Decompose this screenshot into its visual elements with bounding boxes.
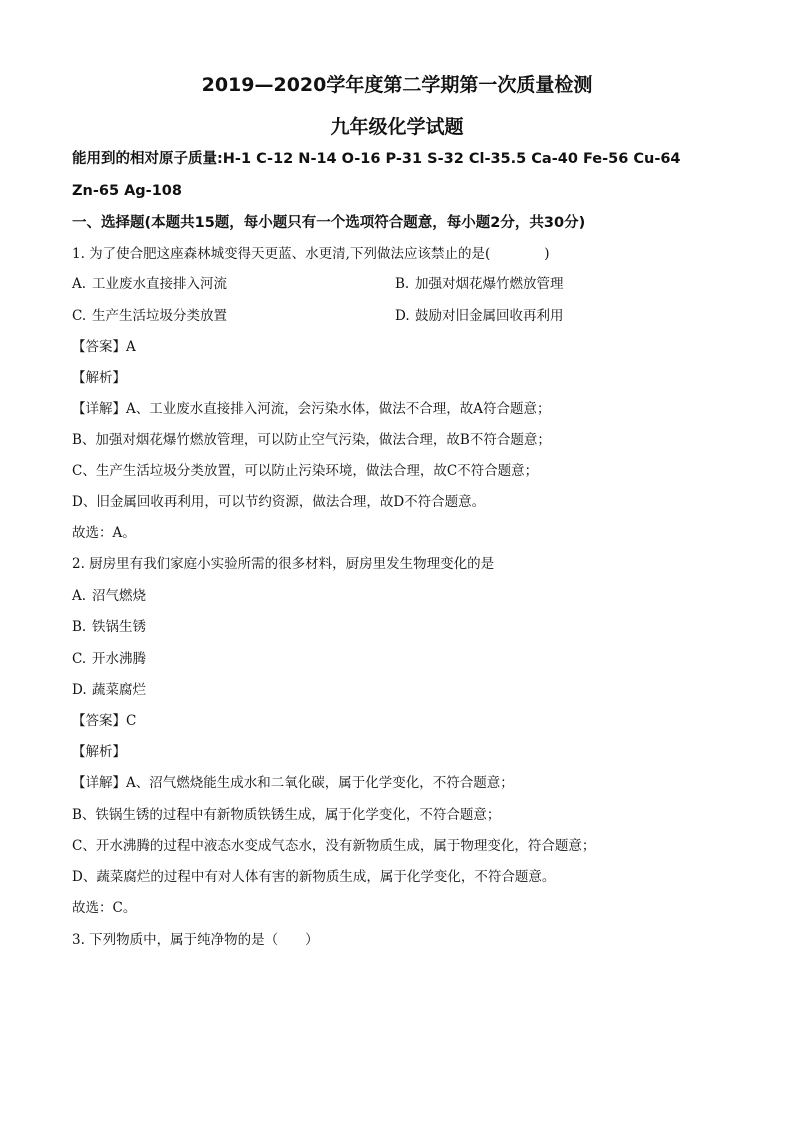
option-text: 鼓励对旧金属回收再利用 — [415, 308, 564, 324]
option-letter: A. — [72, 588, 87, 604]
option-letter: C. — [72, 651, 87, 667]
analysis-label: 【解析】 — [72, 370, 126, 386]
question-stem: 3. 下列物质中，属于纯净物的是（ ） — [72, 932, 319, 948]
option-letter: D. — [72, 682, 87, 698]
option-letter: B. — [395, 276, 410, 292]
option-d — [395, 305, 564, 327]
detail-line: D、旧金属回收再利用，可以节约资源，做法合理，故D不符合题意。 — [72, 494, 486, 510]
option-letter: B. — [72, 619, 87, 635]
option-b — [72, 616, 732, 638]
exam-title: 2019—2020学年度第二学期第一次质量检测 — [201, 74, 593, 96]
question-stem: 1. 为了使合肥这座森林城变得天更蓝、水更清,下列做法应该禁止的是( ) — [72, 246, 550, 262]
exam-subtitle: 九年级化学试题 — [330, 116, 464, 138]
option-text: 开水沸腾 — [92, 651, 146, 667]
option-letter: C. — [72, 308, 87, 324]
option-text: 沼气燃烧 — [92, 588, 146, 604]
option-a — [72, 273, 227, 295]
answer-label: 【答案】C — [72, 713, 137, 729]
option-text: 蔬菜腐烂 — [92, 682, 146, 698]
conclusion: 故选：C。 — [72, 900, 137, 916]
detail-line: D、蔬菜腐烂的过程中有对人体有害的新物质生成，属于化学变化，不符合题意。 — [72, 869, 556, 885]
option-text: 加强对烟花爆竹燃放管理 — [415, 276, 564, 292]
section-heading: 一、选择题(本题共15题，每小题只有一个选项符合题意，每小题2分，共30分) — [72, 215, 586, 231]
option-d — [72, 679, 732, 701]
conclusion: 故选：A。 — [72, 525, 136, 541]
option-c — [72, 648, 732, 670]
option-text: 生产生活垃圾分类放置 — [92, 308, 227, 324]
option-letter: D. — [395, 308, 410, 324]
detail-line: 【详解】A、工业废水直接排入河流，会污染水体，做法不合理，故A符合题意； — [72, 401, 551, 417]
option-text: 工业废水直接排入河流 — [92, 276, 227, 292]
option-letter: A. — [72, 276, 87, 292]
detail-line: C、开水沸腾的过程中液态水变成气态水，没有新物质生成，属于物理变化，符合题意； — [72, 838, 596, 854]
detail-line: B、加强对烟花爆竹燃放管理，可以防止空气污染，做法合理，故B不符合题意； — [72, 432, 551, 448]
question-stem: 2. 厨房里有我们家庭小实验所需的很多材料，厨房里发生物理变化的是 — [72, 556, 495, 572]
detail-line: C、生产生活垃圾分类放置，可以防止污染环境，做法合理，故C不符合题意； — [72, 463, 539, 479]
option-text: 铁锅生锈 — [92, 619, 146, 635]
detail-line: B、铁锅生锈的过程中有新物质铁锈生成，属于化学变化，不符合题意； — [72, 807, 501, 823]
option-c — [72, 305, 227, 327]
atomic-masses-line-1: 能用到的相对原子质量:H-1 C-12 N-14 O-16 P-31 S-32 Cl-35.5 Ca-40 Fe-56 Cu-64 — [72, 151, 681, 167]
analysis-label: 【解析】 — [72, 744, 126, 760]
detail-line: 【详解】A、沼气燃烧能生成水和二氧化碳，属于化学变化，不符合题意； — [72, 775, 514, 791]
option-a — [72, 585, 732, 607]
option-b — [395, 273, 564, 295]
atomic-masses-line-2: Zn-65 Ag-108 — [72, 183, 182, 199]
answer-label: 【答案】A — [72, 339, 136, 355]
